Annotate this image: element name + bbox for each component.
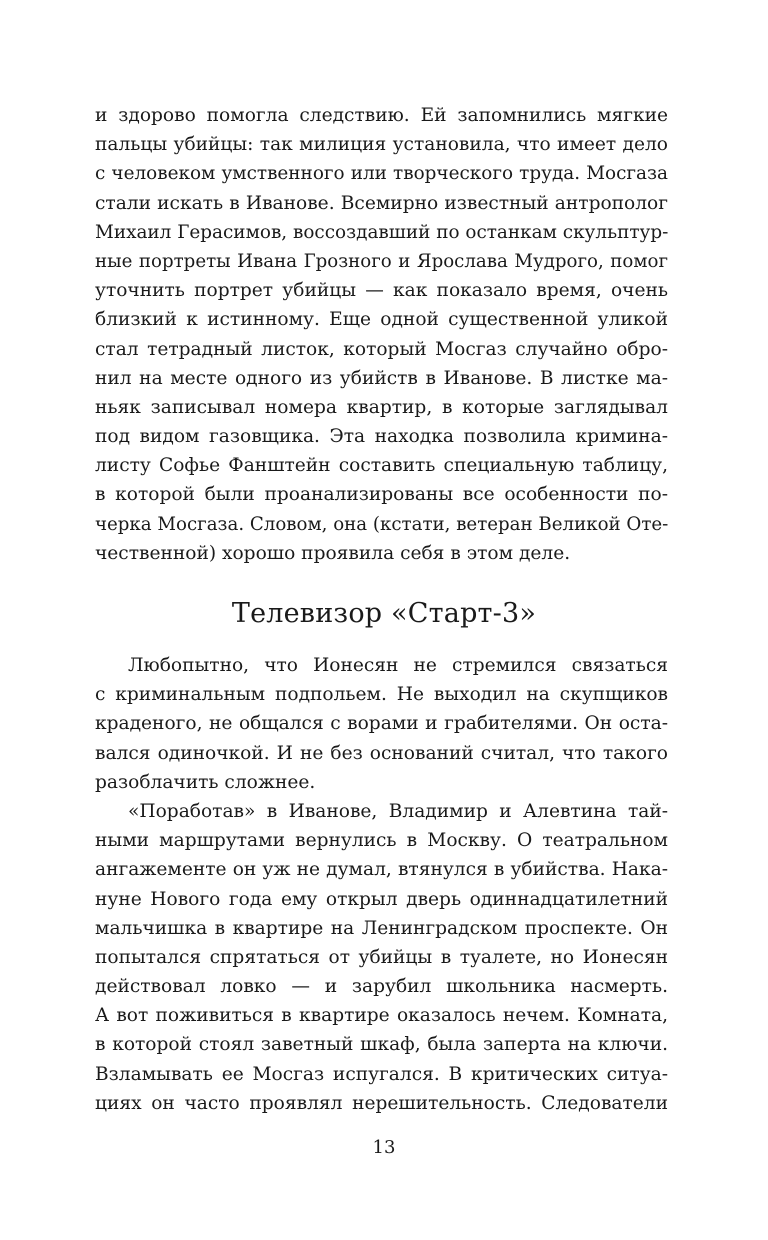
text-line: с человеком умственного или творческого труда. Мосгаза (95, 163, 668, 185)
text-line: нил на месте одного из убийств в Иванове. В листке ма- (95, 367, 668, 389)
section-heading: Телевизор «Старт-3» (231, 598, 537, 629)
text-line: в которой были проанализированы все особенности по- (95, 484, 668, 506)
text-line: краденого, не общался с ворами и грабителями. Он оста- (95, 713, 668, 735)
text-line: Любопытно, что Ионесян не стремился связаться (128, 655, 668, 676)
text-line: ные портреты Ивана Грозного и Ярослава Мудрого, помог (95, 250, 668, 272)
text-line: попытался спрятаться от убийцы в туалете, но Ионесян (95, 946, 668, 968)
text-line: и здорово помогла следствию. Ей запомнились мягкие (95, 105, 668, 126)
text-line: стал тетрадный листок, который Мосгаз случайно обро- (95, 338, 668, 360)
text-line: чественной) хорошо проявила себя в этом деле. (95, 542, 571, 564)
text-line: пальцы убийцы: так милиция установила, что имеет дело (95, 134, 668, 156)
paragraph (95, 797, 668, 1118)
text-line: разоблачить сложнее. (95, 771, 316, 793)
text-line: уточнить портрет убийцы — как показало время, очень (95, 280, 668, 302)
text-line: в которой стоял заветный шкаф, была заперта на ключи. (95, 1034, 668, 1056)
text-line: под видом газовщика. Эта находка позволила кримина- (95, 426, 668, 448)
text-line: Михаил Герасимов, воссоздавший по останкам скульптур- (95, 221, 669, 243)
text-line: вался одиночкой. И не без оснований считал, что такого (95, 742, 668, 764)
text-line: нуне Нового года ему открыл дверь одиннадцатилетний (95, 888, 668, 910)
text-line: циях он часто проявлял нерешительность. Следователи (95, 1092, 668, 1114)
text-line: Взламывать ее Мосгаз испугался. В критических ситуа- (95, 1063, 668, 1085)
text-line: ными маршрутами вернулись в Москву. О театральном (95, 830, 668, 852)
text-line: с криминальным подпольем. Не выходил на скупщиков (95, 684, 668, 706)
text-line: черка Мосгаза. Словом, она (кстати, ветеран Великой Оте- (95, 513, 669, 535)
text-line: близкий к истинному. Еще одной существенной уликой (95, 309, 668, 331)
paragraph (95, 651, 668, 797)
paragraph-continued (95, 101, 668, 568)
text-line: А вот поживиться в квартире оказалось нечем. Комната, (95, 1005, 668, 1027)
text-line: листу Софье Фанштейн составить специальную таблицу, (95, 455, 668, 477)
page-number: 13 (372, 1137, 396, 1158)
text-line: ньяк записывал номера квартир, в которые заглядывал (95, 396, 668, 418)
text-line: действовал ловко — и зарубил школьника насмерть. (95, 976, 668, 998)
text-line: стали искать в Иванове. Всемирно известный антрополог (95, 192, 668, 214)
body-text (95, 651, 668, 1118)
text-line: ангажементе он уж не думал, втянулся в убийства. Нака- (95, 859, 668, 881)
text-line: мальчишка в квартире на Ленинградском проспекте. Он (95, 917, 668, 939)
text-line: «Поработав» в Иванове, Владимир и Алевтина тай- (128, 800, 668, 822)
